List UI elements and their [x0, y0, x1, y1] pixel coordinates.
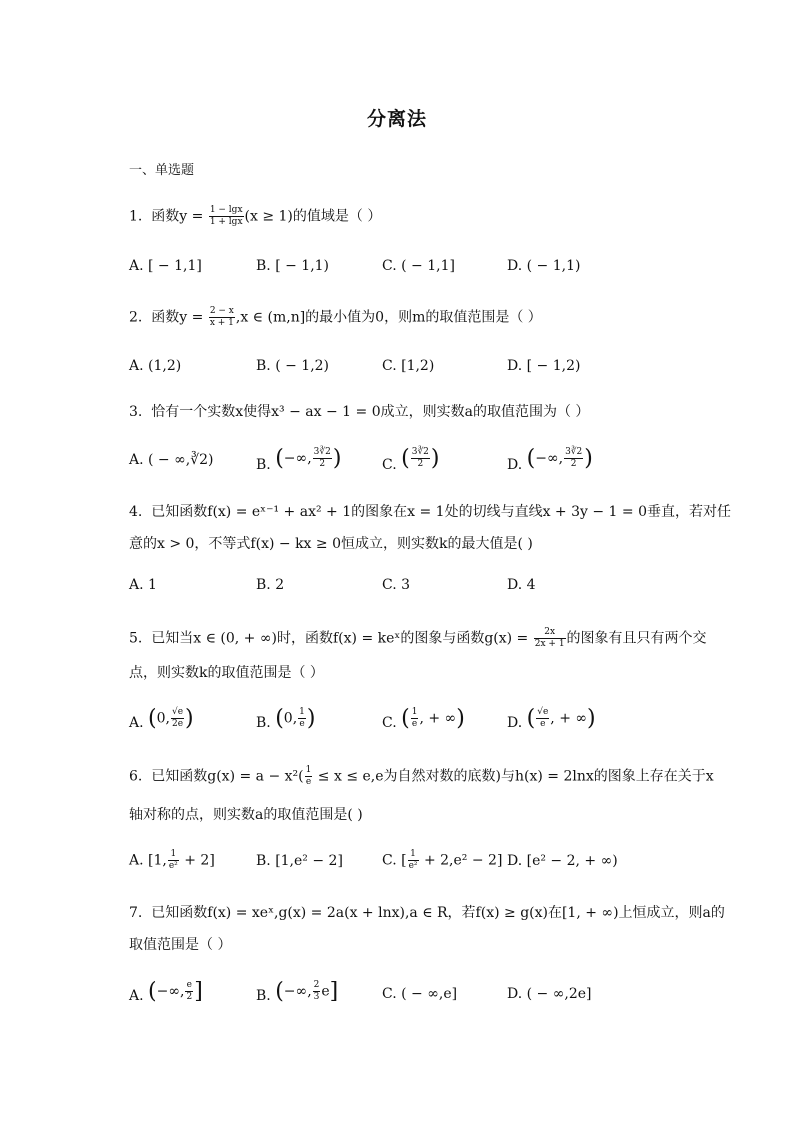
- question-4-stem-line-2: 意的x > 0，不等式f(x) − kx ≥ 0恒成立，则实数k的最大值是( ): [129, 536, 533, 552]
- option-b: B. (−∞, $\frac{2}{3}$ e]: [256, 979, 339, 1004]
- question-1-options: [129, 258, 769, 284]
- option-c: C. ( $\frac{3∛2}{2}$ ): [382, 446, 440, 473]
- stem-text: 的图象有且只有两个交: [566, 630, 707, 647]
- question-2-options: [129, 358, 769, 384]
- option-d: D. 4: [507, 577, 536, 593]
- stem-text: 1. 函数y =: [129, 208, 208, 225]
- option-a: A. (0, $\frac{√e}{2e}$ ): [129, 706, 194, 731]
- option-a: A. ( − ∞,∛2): [129, 452, 214, 468]
- question-6-stem-line-1: [129, 765, 714, 788]
- question-4-options: [129, 577, 769, 603]
- stem-text: 2. 函数y =: [129, 309, 208, 326]
- section-heading: 一、单选题: [129, 163, 195, 178]
- option-b: B. (−∞, $\frac{3∛2}{2}$ ): [256, 446, 342, 473]
- option-c: C. ( − ∞,e]: [382, 986, 458, 1002]
- option-a: A. [ − 1,1]: [129, 258, 202, 274]
- fraction: $\frac{2x}{2x + 1}$: [534, 627, 565, 649]
- option-a: A. [1, $\frac{1}{\text{e²}}$ + 2]: [129, 849, 215, 871]
- question-7-stem-line-1: 7. 已知函数f(x) = xeˣ,g(x) = 2a(x + lnx),a ∈ R，若f(x) ≥ g(x)在[1, + ∞)上恒成立，则a的: [129, 905, 725, 921]
- stem-text: 3. 恰有一个实数x使得x³ − ax − 1 = 0成立，则实数a的取值范围为（ ）: [129, 404, 590, 420]
- question-6-options: [129, 849, 769, 879]
- option-d: D. ( − ∞,2e]: [507, 986, 592, 1002]
- stem-text: (x ≥ 1)的值域是（ ）: [244, 208, 382, 225]
- question-5-stem-line-1: [129, 627, 707, 650]
- question-6-stem-line-2: 轴对称的点，则实数a的取值范围是( ): [129, 807, 363, 823]
- stem-text: ,x ∈ (m,n]的最小值为0，则m的取值范围是（ ）: [235, 309, 542, 326]
- option-d: D. ( $\frac{√e}{e}$ , + ∞): [507, 706, 596, 731]
- option-c: C. 3: [382, 577, 411, 593]
- option-c: C. [ $\frac{1}{\text{e²}}$ + 2,e² − 2]: [382, 849, 503, 871]
- question-7-options: [129, 979, 769, 1009]
- option-b: B. (0, $\frac{1}{e}$ ): [256, 706, 316, 731]
- option-d: D. ( − 1,1): [507, 258, 581, 274]
- option-a: A. (1,2): [129, 358, 182, 374]
- fraction: $\frac{1}{e}$: [305, 765, 312, 787]
- option-c: C. [1,2): [382, 358, 435, 374]
- page-title: 分离法: [366, 108, 427, 130]
- fraction: $\frac{1 - \lg x}{1 + \lg x}$: [209, 205, 243, 227]
- question-7-stem-line-2: 取值范围是（ ）: [129, 937, 232, 953]
- option-b: B. 2: [256, 577, 285, 593]
- option-c: C. ( − 1,1]: [382, 258, 455, 274]
- option-c: C. ( $\frac{1}{e}$ , + ∞): [382, 706, 465, 731]
- option-b: B. [ − 1,1): [256, 258, 330, 274]
- stem-text: 5. 已知当x ∈ (0, + ∞)时，函数f(x) = keˣ的图象与函数g(x) =: [129, 630, 533, 647]
- option-a: A. 1: [129, 577, 157, 593]
- question-5-options: [129, 706, 769, 736]
- option-d: D. (−∞, $\frac{3∛2}{2}$ ): [507, 446, 593, 473]
- question-3-stem: [129, 401, 589, 421]
- option-a: A. (−∞, $\frac{e}{2}$ ]: [129, 979, 203, 1004]
- option-b: B. [1,e² − 2]: [256, 853, 343, 869]
- question-5-stem-line-2: 点，则实数k的取值范围是（ ）: [129, 665, 324, 681]
- question-2-stem: [129, 306, 542, 329]
- stem-text: ≤ x ≤ e,e为自然对数的底数)与h(x) = 2lnx的图象上存在关于x: [313, 768, 714, 785]
- stem-text: 6. 已知函数g(x) = a − x²(: [129, 768, 304, 785]
- question-4-stem-line-1: 4. 已知函数f(x) = eˣ⁻¹ + ax² + 1的图象在x = 1处的切线与直线x + 3y − 1 = 0垂直，若对任: [129, 504, 731, 520]
- fraction: $\frac{2 - x}{x + 1}$: [209, 306, 234, 328]
- option-d: D. [e² − 2, + ∞): [507, 853, 618, 869]
- question-3-options: [129, 446, 769, 476]
- option-d: D. [ − 1,2): [507, 358, 581, 374]
- option-b: B. ( − 1,2): [256, 358, 330, 374]
- question-1-stem: [129, 205, 381, 228]
